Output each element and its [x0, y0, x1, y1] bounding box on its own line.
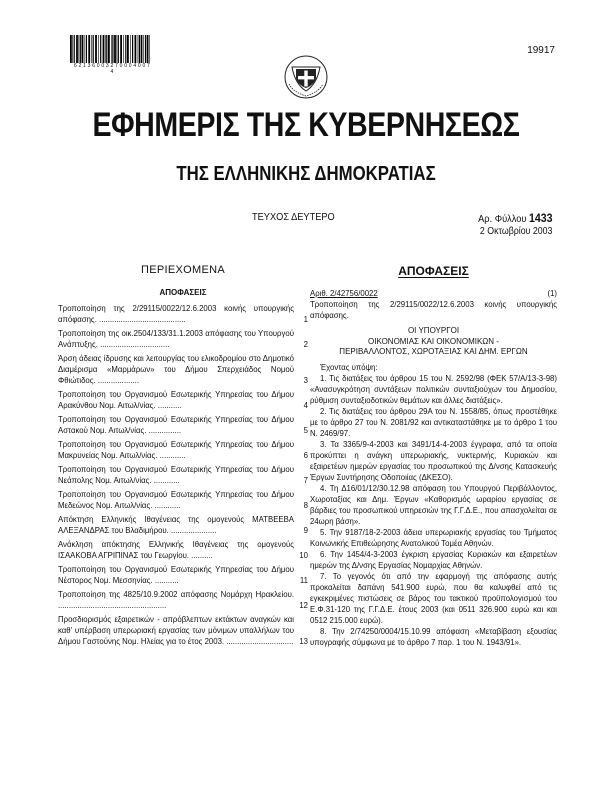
- barcode-bar: [132, 35, 133, 63]
- decision-ref-line: [310, 288, 557, 299]
- barcode-bar: [95, 35, 97, 63]
- contents-item-page: 7: [303, 476, 308, 485]
- contents-item: [58, 489, 308, 511]
- ministers-line: ΟΙΚΟΝΟΜΙΑΣ ΚΑΙ ΟΙΚΟΝΟΜΙΚΩΝ -: [368, 336, 499, 346]
- contents-title: ΠΕΡΙΕΧΟΜΕΝΑ: [141, 264, 225, 276]
- contents-item-text: Άρση άδειας ίδρυσης και λειτουργίας του ελικοδρομίου στο Δημοτικό Διαμέρισμα «Μαρμάρων» του Δήμου Σπερχειάδος Νομού Φθιώτιδος. ...................: [58, 354, 294, 385]
- contents-item: [58, 439, 308, 461]
- decision-paragraph: 1. Τις διατάξεις του άρθρου 15 του Ν. 2592/98 (ΦΕΚ 57/Α/13-3-98) «Ανασυγκρότηση συντάξεων πολιτικών συνταξιούχων του Δημοσίου, ρύθμιση συνταξιοδοτικών θεμάτων και άλλες διατάξεις».: [310, 373, 557, 405]
- page-number: 19917: [527, 45, 555, 56]
- barcode-bar: [125, 35, 126, 63]
- barcode-bar: [79, 35, 80, 63]
- decision-paragraph: 6. Την 1454/4-3-2003 έγκριση εργασίας Κυριακών και εξαιρετέων ημερών της Δ/νσης Εργασίας Νομαρχίας Αθηνών.: [310, 549, 557, 570]
- barcode-bar: [130, 35, 131, 63]
- barcode-bar: [108, 35, 110, 63]
- contents-item-page: 13: [299, 637, 308, 646]
- contents-item-page: 9: [303, 526, 308, 535]
- contents-list: [58, 303, 308, 647]
- issue-type: ΤΕΥΧΟΣ ΔΕΥΤΕΡΟ: [252, 211, 335, 223]
- decisions-title: ΑΠΟΦΑΣΕΙΣ: [398, 264, 469, 278]
- barcode-bar: [118, 35, 119, 63]
- barcode-bar: [74, 35, 75, 63]
- barcode-bar: [80, 35, 81, 63]
- barcode-bar: [141, 35, 143, 63]
- gazette-title: ΕΦΗΜΕΡΙΣ ΤΗΣ ΚΥΒΕΡΝΗΣΕΩΣ: [92, 106, 520, 144]
- contents-item: [58, 389, 308, 411]
- barcode-bar: [72, 35, 73, 63]
- barcode-bar: [123, 35, 124, 63]
- barcode-bar: [103, 35, 105, 63]
- barcode-bar: [120, 35, 122, 63]
- contents-item-page: 12: [299, 601, 308, 610]
- barcode-bar: [149, 35, 150, 63]
- barcode-bar: [143, 35, 144, 63]
- decision-paragraph: 2. Τις διατάξεις του άρθρου 29Α του Ν. 1558/85, όπως προστέθηκε με το άρθρο 27 του Ν. 2081/92 και αντικαταστάθηκε με το άρθρο 1 του Ν. 2469/97.: [310, 406, 557, 438]
- contents-item-text: Τροποποίηση του Οργανισμού Εσωτερικής Υπηρεσίας του Δήμου Μακρυνείας Νομ. Αιτωλ/νίας. ............: [58, 440, 294, 460]
- barcode-bar: [91, 35, 92, 63]
- contents-item-page: 11: [299, 576, 308, 585]
- contents-item-page: 10: [299, 551, 308, 560]
- sheet-label: Αρ. Φύλλου: [477, 213, 526, 225]
- barcode-bar: [105, 35, 106, 63]
- contents-item-text: Προσδιορισμός εξαιρετικών - απρόβλεπτων εκτάκτων αναγκών και καθ' υπέρβαση υπερωριακή εργασίας των μόνιμων υπαλλήλων του Δήμου Γαστούνης Νομ. Ηλείας για το έτος 2003. ...............................: [58, 615, 294, 646]
- barcode-bar: [106, 35, 107, 63]
- contents-section: ΑΠΟΦΑΣΕΙΣ: [159, 288, 207, 297]
- contents-item-text: Ανάκληση απόκτησης Ελληνικής Ιθαγένειας της ομογενούς ΙΣΑΑΚΟΒΑ ΑΓΡΙΠΙΝΑΣ του Γεωργίου. ..........: [58, 540, 294, 560]
- ministers-line: ΟΙ ΥΠΟΥΡΓΟΙ: [407, 326, 460, 335]
- barcode-bar: [138, 35, 139, 63]
- barcode-bar: [117, 35, 118, 63]
- barcode: [70, 35, 152, 63]
- barcode-bar: [127, 35, 129, 63]
- contents-item-page: 1: [303, 315, 308, 324]
- decisions-column: [310, 264, 557, 648]
- contents-item-text: Τροποποίηση του Οργανισμού Εσωτερικής Υπηρεσίας του Δήμου Αστακού Νομ. Αιτωλ/νίας. ...............: [58, 415, 294, 435]
- barcode-bar: [147, 35, 149, 63]
- contents-item: [58, 564, 308, 586]
- coat-of-arms-icon: [283, 54, 329, 100]
- ministers-heading: [310, 326, 557, 358]
- contents-item: [58, 414, 308, 436]
- contents-item: [58, 614, 308, 647]
- ministers-line: ΠΕΡΙΒΑΛΛΟΝΤΟΣ, ΧΩΡΟΤΑΞΙΑΣ ΚΑΙ ΔΗΜ. ΕΡΓΩΝ: [339, 347, 528, 356]
- contents-item: [58, 353, 308, 386]
- contents-item-page: 5: [303, 426, 308, 435]
- contents-item-page: 2: [303, 340, 308, 349]
- contents-item-text: Τροποποίηση του Οργανισμού Εσωτερικής Υπηρεσίας του Δήμου Μεδεώνος Νομ. Αιτωλ/νίας. ............: [58, 490, 294, 510]
- contents-item-text: Τροποποίηση του Οργανισμού Εσωτερικής Υπηρεσίας του Δήμου Νέστορος Νομ. Μεσσηνίας. ...........: [58, 565, 294, 585]
- contents-item-page: 8: [303, 501, 308, 510]
- barcode-bar: [145, 35, 146, 63]
- decision-paragraph: 7. Το γεγονός ότι από την εφαρμογή της απόφασης αυτής προκαλείται δαπάνη 541.900 ευρώ, που θα καλυφθεί από τις εγκεκριμένες πιστώσεις σε βάρος του τακτικού προϋπολογισμού του Ε.Φ.31-120 της Γ.Γ.Δ.Ε. έτους 2003 (και 0511 326.900 ευρώ και και 0512 215.000 ευρώ).: [310, 571, 557, 625]
- contents-item-page: 3: [303, 376, 308, 385]
- barcode-number: 6 2 1 3 6 0 0 3 2 7 0 0 0 4 0 0 7 4: [73, 63, 151, 75]
- contents-item-text: Τροποποίηση της οικ.2504/133/31.1.2003 απόφασης του Υπουργού Ανάπτυξης. ................................: [58, 329, 294, 349]
- barcode-bar: [114, 35, 116, 63]
- contents-item: [58, 303, 308, 325]
- decision-paragraph: Έχοντας υπόψη:: [320, 362, 378, 372]
- decision-paragraph: 4. Τη Δ16/01/12/30.12.98 απόφαση του Υπουργού Περιβάλλοντος, Χωροταξίας και Δημ. Έργων «Καθορισμός ωραρίου εργασίας σε βάρδιες του προσωπικού υπηρεσιών της Γ.Γ.Δ.Ε., που απασχολείται σε 24ωρη βάση».: [310, 483, 557, 526]
- barcode-bar: [84, 35, 85, 63]
- contents-item: [58, 589, 308, 611]
- contents-item: [58, 328, 308, 350]
- contents-item-page: 4: [303, 401, 308, 410]
- gazette-subtitle: ΤΗΣ ΕΛΛΗΝΙΚΗΣ ΔΗΜΟΚΡΑΤΙΑΣ: [176, 163, 436, 185]
- decision-paragraphs: [310, 362, 557, 648]
- barcode-bar: [70, 35, 72, 63]
- contents-item-text: Απόκτηση Ελληνικής Ιθαγένειας της ομογενούς ΜΑΤΒΕΕΒΑ ΑΛΕΞΑΝΔΡΑΣ του Βλαδιμήρου. .....................: [58, 515, 294, 535]
- barcode-bar: [100, 35, 101, 63]
- barcode-bar: [111, 35, 112, 63]
- contents-item-text: Τροποποίηση του Οργανισμού Εσωτερικής Υπηρεσίας του Δήμου Νεάπολης Νομ. Αιτωλ/νίας. ............: [58, 465, 294, 485]
- barcode-bar: [139, 35, 140, 63]
- barcode-bar: [82, 35, 84, 63]
- decision-ref: Αριθ. 2/42756/0022: [310, 289, 378, 298]
- barcode-bar: [76, 35, 78, 63]
- decision-paragraph: 5. Την 9187/18-2-2003 άδεια υπερωριακής εργασίας του Τμήματος Κοινωνικής Επιθεώρησης Ανατολικού Τομέα Αθηνών.: [310, 527, 557, 548]
- barcode-bar: [98, 35, 99, 63]
- contents-item-text: Τροποποίηση της 4825/10.9.2002 απόφασης Νομάρχη Ηρακλείου. ..................................................: [58, 590, 294, 610]
- barcode-bar: [88, 35, 90, 63]
- barcode-bar: [135, 35, 137, 63]
- barcode-bar: [86, 35, 87, 63]
- contents-column: [58, 264, 308, 650]
- sheet-number-line: [478, 211, 552, 225]
- decision-paragraph: 3. Τα 3365/9-4-2003 και 3491/14-4-2003 έγγραφα, από τα οποία προκύπτει η ανάγκη υπερωριακής, νυκτερινής, Κυριακών και εξαιρετέων ημερών εργασίας του προσωπικού της Δ/νσης Κατασκευής Έργων Συντήρησης Οδοποιίας (ΔΚΕΣΟ).: [310, 439, 557, 482]
- sheet-number: 1433: [528, 211, 552, 225]
- contents-item: [58, 514, 308, 536]
- contents-item: [58, 539, 308, 561]
- contents-item-text: Τροποποίηση του Οργανισμού Εσωτερικής Υπηρεσίας του Δήμου Αρακύνθου Νομ. Αιτωλ/νίας. ...........: [58, 390, 294, 410]
- issue-date: 2 Οκτωβρίου 2003: [479, 226, 552, 237]
- decision-ref-num: (1): [547, 289, 557, 298]
- barcode-bar: [112, 35, 113, 63]
- barcode-bar: [93, 35, 94, 63]
- contents-item-text: Τροποποίηση της 2/29115/0022/12.6.2003 κοινής υπουργικής απόφασης. ........................................: [58, 304, 294, 324]
- contents-item-page: 6: [303, 451, 308, 460]
- contents-item: [58, 464, 308, 486]
- decision-lead: Τροποποίηση της 2/29115/0022/12.6.2003 κοινής υπουργικής απόφασης.: [310, 300, 557, 320]
- decision-paragraph: 8. Την 2/74250/0004/15.10.99 απόφαση «Μεταβίβαση εξουσίας υπογραφής σύμφωνα με το άρθρο 7 παρ. 1 του Ν. 1943/91».: [310, 626, 557, 647]
